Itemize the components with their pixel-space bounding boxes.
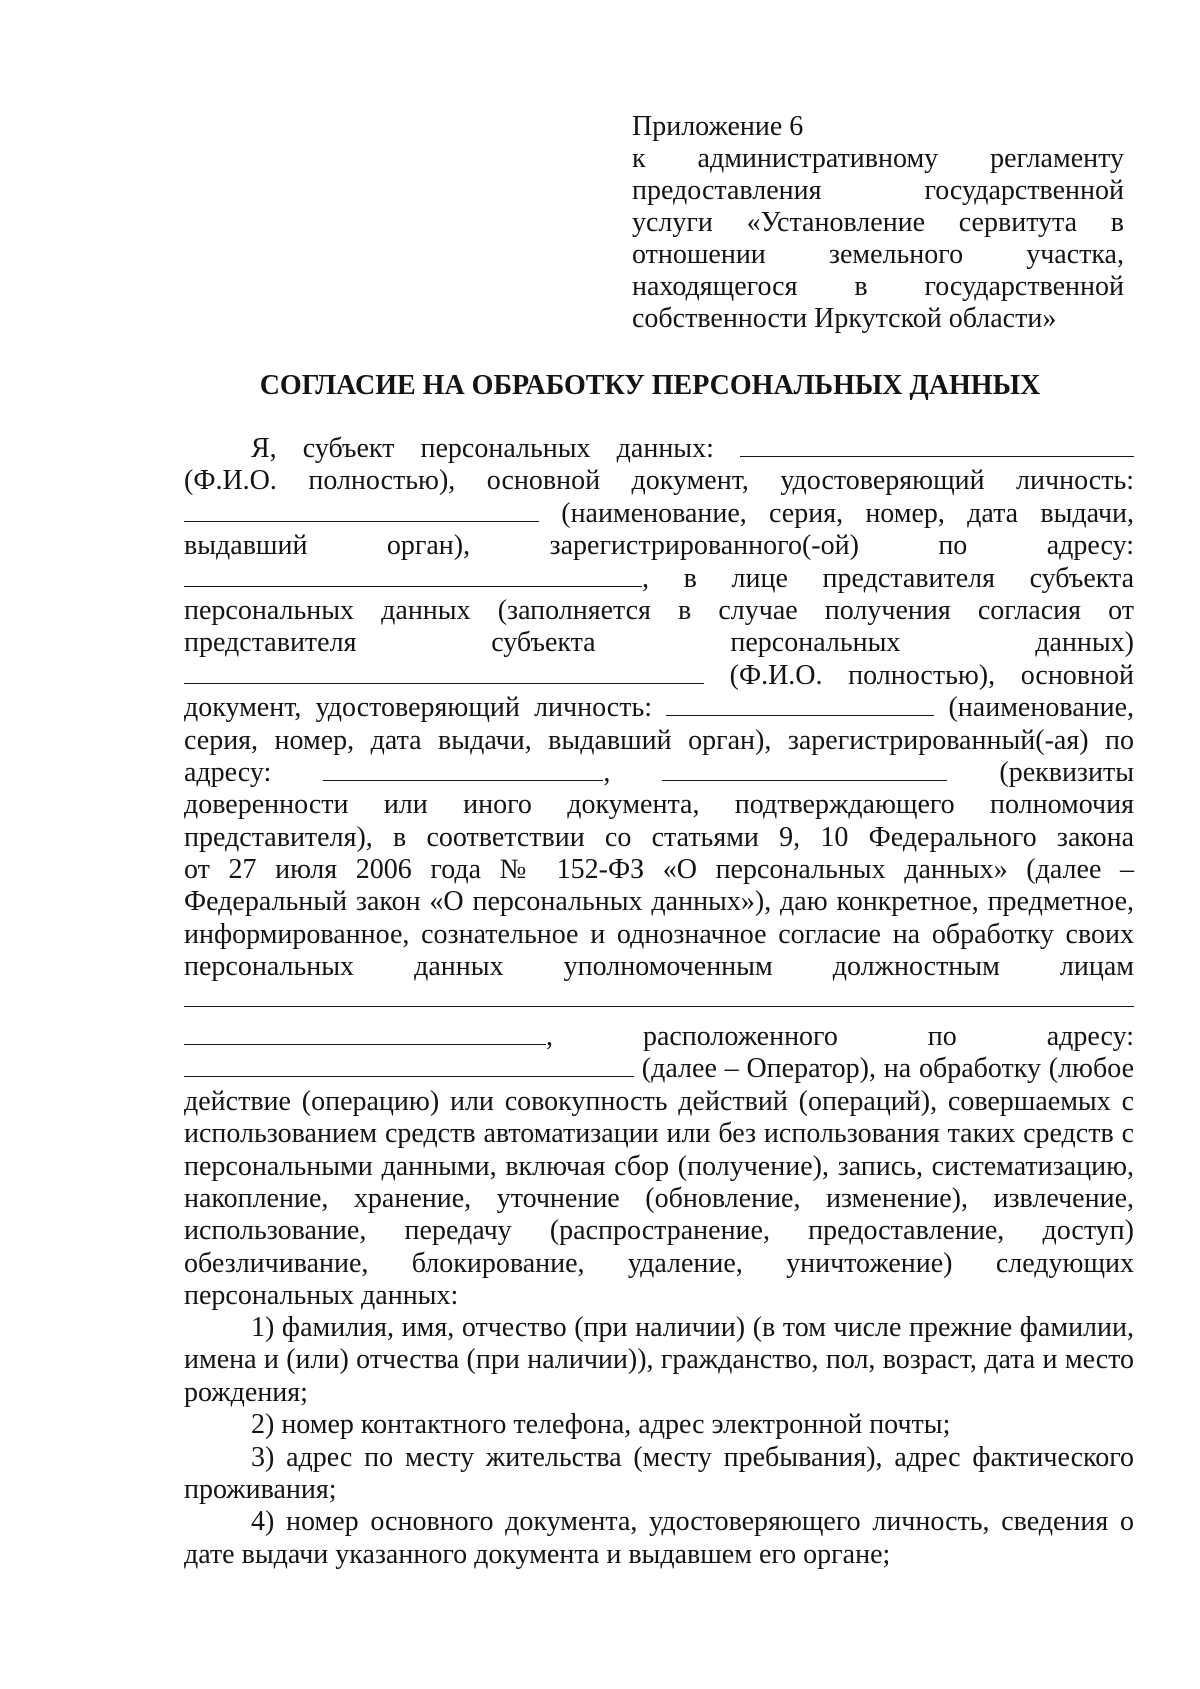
text-line: обезличивание, блокирование, удаление, уничтожение) следующих <box>184 1247 1134 1279</box>
list-item-1-line: имена и (или) отчества (при наличии)), гражданство, пол, возраст, дата и место <box>184 1344 1134 1376</box>
text-fragment: , <box>603 756 611 788</box>
list-item-1-line: 1) фамилия, имя, отчество (при наличии) (в том числе прежние фамилии, <box>251 1312 1134 1343</box>
fill-in-blank <box>740 455 1134 457</box>
text-line: накопление, хранение, уточнение (обновление, изменение), извлечение, <box>184 1182 1134 1214</box>
list-item-2: 2) номер контактного телефона, адрес электронной почты; <box>251 1409 951 1441</box>
text-line: персональными данными, включая сбор (получение), запись, систематизацию, <box>184 1150 1134 1182</box>
operator-paragraph <box>184 1021 1134 1313</box>
text-line <box>184 1053 1134 1085</box>
consent-paragraph <box>184 433 1134 1007</box>
text-fragment: (далее – Оператор), на обработку (любое <box>641 1053 1134 1085</box>
text-fragment: Я, субъект персональных данных: <box>251 433 714 464</box>
text-line: персональных данных (заполняется в случае получения согласия от <box>184 594 1134 626</box>
text-line: выдавший орган), зарегистрированного(-ой) по адресу: <box>184 530 1134 562</box>
text-line: использование, передачу (распространение, предоставление, доступ) <box>184 1215 1134 1247</box>
fill-in-blank <box>184 585 642 587</box>
fill-in-blank <box>184 1043 546 1045</box>
text-line <box>184 757 1134 789</box>
header-line: находящегося в государственной <box>632 271 1124 302</box>
text-line <box>184 692 1134 724</box>
text-fragment: документ, удостоверяющий личность: <box>184 692 653 724</box>
text-line <box>184 498 1134 530</box>
fill-in-blank <box>662 779 947 781</box>
header-line: собственности Иркутской области» <box>632 303 1057 334</box>
text-line: действие (операцию) или совокупность действий (операций), совершаемых с <box>184 1085 1134 1117</box>
appendix-header <box>632 111 1124 335</box>
fill-in-blank <box>666 714 934 716</box>
text-line: информированное, сознательное и однозначное согласие на обработку своих <box>184 918 1134 950</box>
header-line: предоставления государственной <box>632 175 1124 206</box>
text-line: персональных данных уполномоченным должностным лицам <box>184 951 1134 983</box>
header-line: к административному регламенту <box>632 143 1124 174</box>
text-line <box>184 433 1134 465</box>
fill-in-blank-full-line <box>184 984 1134 1007</box>
list-item-3-line: проживания; <box>184 1473 337 1505</box>
text-line: представителя субъекта персональных данных) <box>184 627 1134 659</box>
header-line: отношении земельного участка, <box>632 239 1124 270</box>
text-line: Федеральный закон «О персональных данных»), даю конкретное, предметное, <box>184 886 1134 918</box>
text-fragment: (Ф.И.О. полностью), основной <box>729 659 1134 691</box>
fill-in-blank <box>184 682 704 684</box>
text-line <box>184 563 1134 595</box>
list-item-4-line: 4) номер основного документа, удостоверяющего личность, сведения о <box>251 1506 1134 1538</box>
text-fragment: (наименование, серия, номер, дата выдачи, <box>561 497 1135 529</box>
text-line: использованием средств автоматизации или без использования таких средств с <box>184 1118 1134 1150</box>
text-line: доверенности или иного документа, подтверждающего полномочия <box>184 789 1134 821</box>
list-item-4-line: дате выдачи указанного документа и выдавшем его органе; <box>184 1538 891 1570</box>
text-fragment: , расположенного по адресу: <box>546 1021 1134 1052</box>
text-fragment: (реквизиты <box>999 756 1135 788</box>
fill-in-blank <box>323 779 603 781</box>
header-line: услуги «Установление сервитута в <box>632 207 1124 238</box>
text-line: персональных данных: <box>184 1280 459 1312</box>
data-list <box>184 1312 1134 1571</box>
text-fragment: , в лице представителя субъекта <box>642 562 1134 594</box>
text-fragment: (наименование, <box>948 692 1135 724</box>
text-line: от 27 июля 2006 года № 152-ФЗ «О персональных данных» (далее – <box>184 854 1134 886</box>
list-item-1-line: рождения; <box>184 1376 308 1408</box>
text-line: представителя), в соответствии со статьями 9, 10 Федерального закона <box>184 821 1134 853</box>
header-line: Приложение 6 <box>632 111 804 142</box>
fill-in-blank <box>184 1075 634 1077</box>
text-line: серия, номер, дата выдачи, выдавший орган), зарегистрированный(-ая) по <box>184 724 1134 756</box>
text-line <box>184 660 1134 692</box>
list-item-3-line: 3) адрес по месту жительства (месту пребывания), адрес фактического <box>251 1441 1134 1473</box>
text-line: (Ф.И.О. полностью), основной документ, удостоверяющий личность: <box>184 465 1134 497</box>
text-fragment: адресу: <box>184 756 272 788</box>
document-title: СОГЛАСИЕ НА ОБРАБОТКУ ПЕРСОНАЛЬНЫХ ДАННЫХ <box>259 370 1041 401</box>
fill-in-blank <box>184 520 539 522</box>
text-line <box>184 1021 1134 1053</box>
